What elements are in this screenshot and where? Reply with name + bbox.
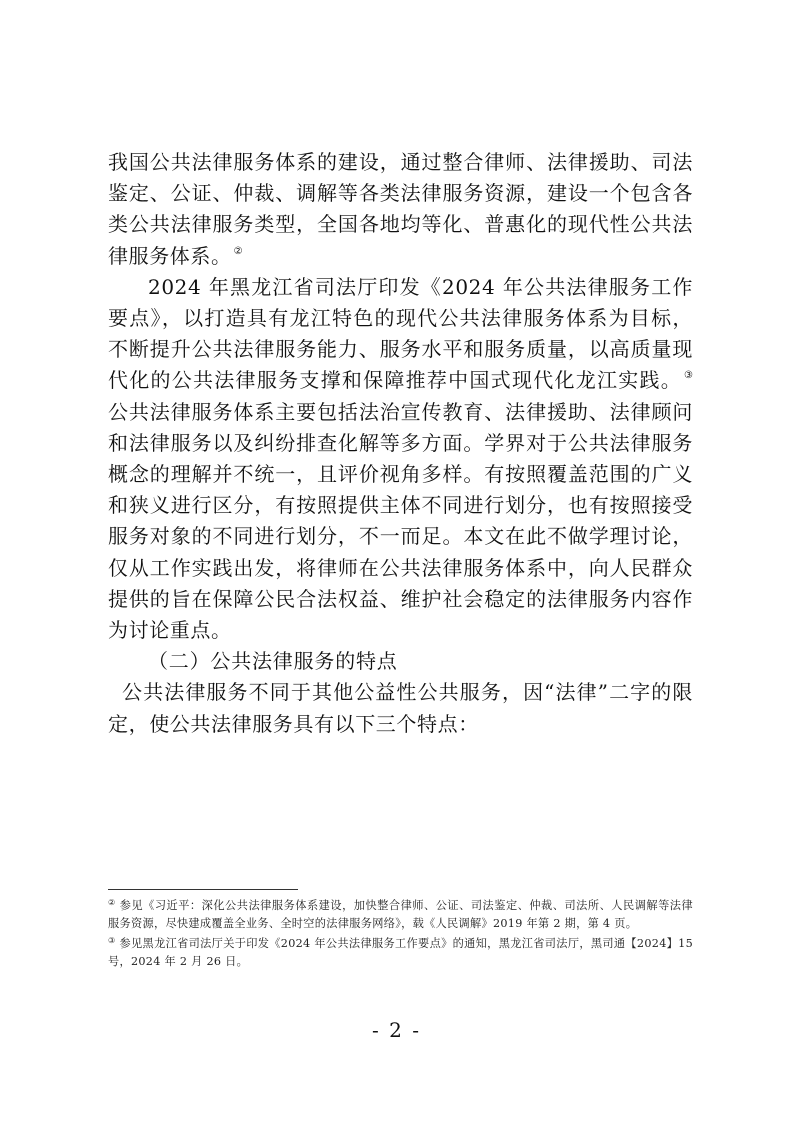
page-number: - 2 - (372, 1018, 421, 1042)
paragraph-1 (108, 147, 693, 272)
footnote-ref-2[interactable]: ② (233, 245, 243, 257)
footnote-item (108, 932, 693, 970)
footnote-mark: ② (108, 898, 116, 907)
footnote-mark: ③ (108, 936, 116, 946)
footnote-text: 参见黑龙江省司法厅关于印发《2024 年公共法律服务工作要点》的通知，黑龙江省司法厅，黑司通【2024】15 号，2024 年 2 月 26 日。 (108, 937, 693, 968)
section-heading: （二）公共法律服务的特点 (148, 649, 398, 674)
paragraph-2 (108, 272, 693, 646)
body-text (108, 147, 693, 740)
footnote-separator (108, 889, 298, 890)
paragraph-2-text-a: 2024 年黑龙江省司法厅印发《2024 年公共法律服务工作要点》，以打造具有龙江特色的现代公共法律服务体系为目标，不断提升公共法律服务能力、服务水平和服务质量，以高质量现代化的公共法律服务支撑和保障推荐中国式现代化龙江实践。 (108, 274, 693, 393)
paragraph-2-text-b: 公共法律服务体系主要包括法治宣传教育、法律援助、法律顾问和法律服务以及纠纷排查化解等多方面。学界对于公共法律服务概念的理解并不统一，且评价视角多样。有按照覆盖范围的广义和狭义进行区分，有按照提供主体不同进行划分，也有按照接受服务对象的不同进行划分，不一而足。本文在此不做学理讨论，仅从工作实践出发，将律师在公共法律服务体系中，向人民群众提供的旨在保障公民合法权益、维护社会稳定的法律服务内容作为讨论重点。 (108, 399, 693, 643)
footnote-ref-3[interactable]: ③ (684, 370, 693, 382)
paragraph-1-text: 我国公共法律服务体系的建设，通过整合律师、法律援助、司法鉴定、公证、仲裁、调解等各类法律服务资源，建设一个包含各类公共法律服务类型，全国各地均等化、普惠化的现代性公共法律服务体系。 (108, 150, 693, 268)
footnotes (108, 894, 693, 970)
paragraph-3: 公共法律服务不同于其他公益性公共服务，因“法律”二字的限定，使公共法律服务具有以下三个特点： (108, 680, 693, 736)
footnote-item (108, 894, 693, 932)
footnote-text: 参见《习近平：深化公共法律服务体系建设，加快整合律师、公证、司法鉴定、仲裁、司法所、人民调解等法律服务资源，尽快建成覆盖全业务、全时空的法律服务网络》，载《人民调解》2019 年第 2 期，第 4 页。 (108, 899, 694, 930)
